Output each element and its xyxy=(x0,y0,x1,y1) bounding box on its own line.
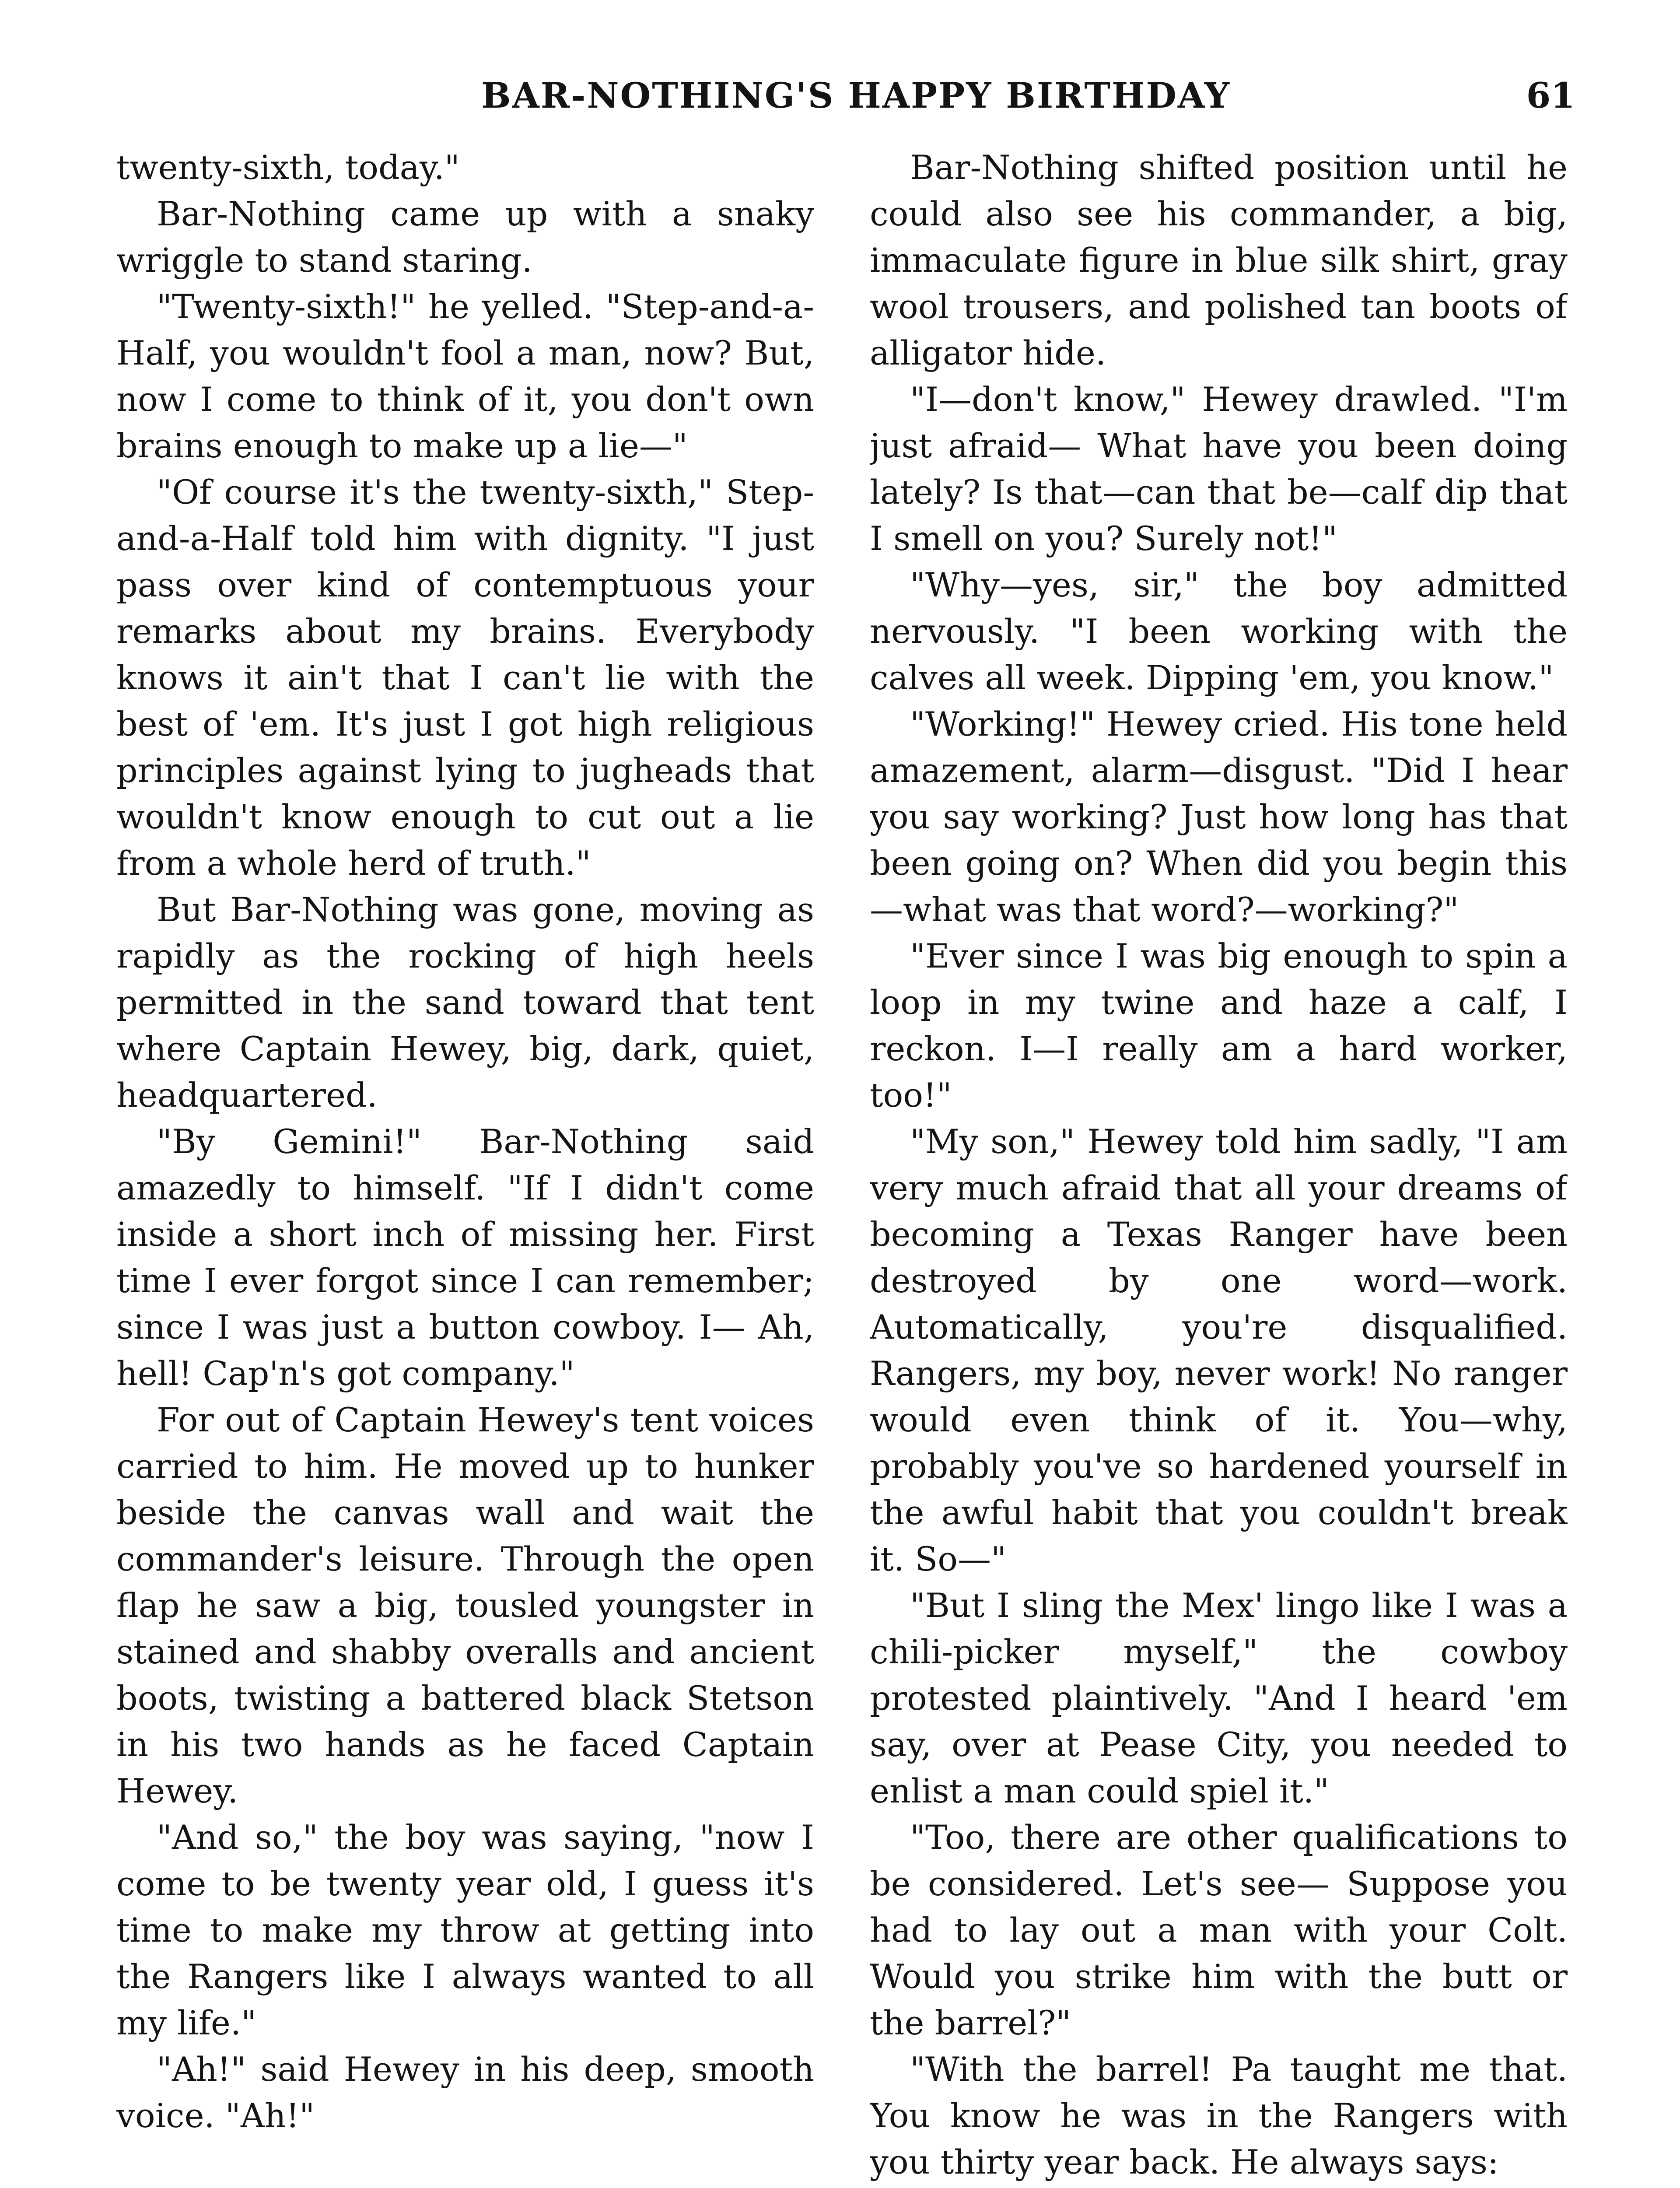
paragraph: "Of course it's the twenty-sixth," Step-and-a-Half told him with dignity. "I just pass over kind of contemptuous your remarks about my brains. Everybody knows it ain't that I can't lie with the best of 'em. It's just I got high religious principles against lying to jugheads that wouldn't know enough to cut out a lie from a whole herd of truth." xyxy=(116,473,814,883)
paragraph: "But I sling the Mex' lingo like I was a chili-picker myself," the cowboy protested plaintively. "And I heard 'em say, over at Pease City, you needed to enlist a man could spiel it." xyxy=(870,1586,1568,1810)
page-number: 61 xyxy=(1526,75,1575,116)
text-column-right xyxy=(870,144,1568,2188)
paragraph: "Ever since I was big enough to spin a loop in my twine and haze a calf, I reckon. I—I really am a hard worker, too!" xyxy=(870,936,1568,1115)
paragraph: "Working!" Hewey cried. His tone held amazement, alarm—disgust. "Did I hear you say working? Just how long has that been going on? When did you begin this—what was that word?—working?" xyxy=(870,705,1568,929)
paragraph: "With the barrel! Pa taught me that. You know he was in the Rangers with you thirty year back. He always says: xyxy=(870,2050,1568,2181)
text-column-left xyxy=(116,144,814,2188)
running-title: BAR-NOTHING'S HAPPY BIRTHDAY xyxy=(481,75,1231,116)
paragraph: twenty-sixth, today." xyxy=(116,148,460,187)
paragraph: "Why—yes, sir," the boy admitted nervously. "I been working with the calves all week. Dipping 'em, you know." xyxy=(870,565,1568,697)
paragraph: "Twenty-sixth!" he yelled. "Step-and-a-Half, you wouldn't fool a man, now? But, now I come to think of it, you don't own brains enough to make up a lie—" xyxy=(116,287,814,465)
paragraph: Bar-Nothing came up with a snaky wriggle to stand staring. xyxy=(116,194,814,280)
paragraph: Bar-Nothing shifted position until he could also see his commander, a big, immaculate figure in blue silk shirt, gray wool trousers, and polished tan boots of alligator hide. xyxy=(870,148,1568,372)
paragraph: For out of Captain Hewey's tent voices carried to him. He moved up to hunker beside the canvas wall and wait the commander's leisure. Through the open flap he saw a big, tousled youngster in stained and shabby overalls and ancient boots, twisting a battered black Stetson in his two hands as he faced Captain Hewey. xyxy=(116,1400,814,1810)
paragraph: "And so," the boy was saying, "now I come to be twenty year old, I guess it's time to make my throw at getting into the Rangers like I always wanted to all my life." xyxy=(116,1818,814,2042)
paragraph: "My son," Hewey told him sadly, "I am very much afraid that all your dreams of becoming a Texas Ranger have been destroyed by one word—work. Automatically, you're disqualified. Rangers, my boy, never work! No ranger would even think of it. You—why, probably you've so hardened yourself in the awful habit that you couldn't break it. So—" xyxy=(870,1122,1568,1578)
paragraph: But Bar-Nothing was gone, moving as rapidly as the rocking of high heels permitted in the sand toward that tent where Captain Hewey, big, dark, quiet, headquartered. xyxy=(116,890,814,1115)
paragraph: "By Gemini!" Bar-Nothing said amazedly to himself. "If I didn't come inside a short inch of missing her. First time I ever forgot since I can remember; since I was just a button cowboy. I— Ah, hell! Cap'n's got company." xyxy=(116,1122,814,1393)
paragraph: "Too, there are other qualifications to be considered. Let's see— Suppose you had to lay out a man with your Colt. Would you strike him with the butt or the barrel?" xyxy=(870,1818,1568,2042)
paragraph: "Ah!" said Hewey in his deep, smooth voice. "Ah!" xyxy=(116,2050,814,2135)
paragraph: "I—don't know," Hewey drawled. "I'm just afraid— What have you been doing lately? Is that—can that be—calf dip that I smell on you? Surely not!" xyxy=(870,380,1568,558)
